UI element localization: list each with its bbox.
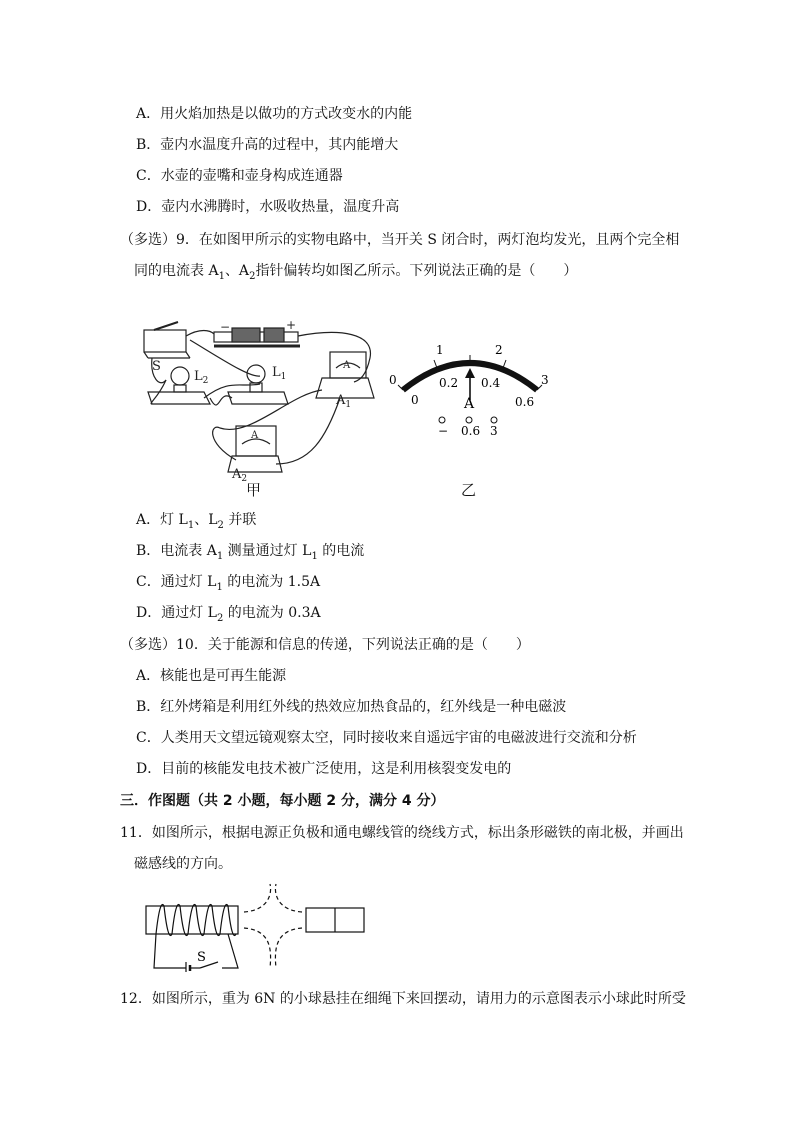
q11-stem-line1: 11．如图所示，根据电源正负极和通电螺线管的绕线方式，标出条形磁铁的南北极，并画出	[120, 825, 684, 841]
scale-bottom-04: 0.4	[481, 376, 501, 390]
dial-unit: A	[464, 396, 475, 412]
q9-stem-line2: 同的电流表 $A_1$、$A_2$指针偏转均如图乙所示。下列说法正确的是（ ）	[134, 263, 578, 282]
q12-stem-line1: 12．如图所示，重为 6N 的小球悬挂在细绳下来回摆动，请用力的示意图表示小球此时所受	[120, 991, 686, 1007]
q10-stem: （多选）10．关于能源和信息的传递，下列说法正确的是（ ）	[120, 637, 530, 653]
q8-option-a: A．用火焰加热是以做功的方式改变水的内能	[136, 106, 413, 122]
q9-option-d: D．通过灯 $L_2$ 的电流为 0.3A	[136, 605, 321, 624]
lamp-l2-label: $L_2$	[194, 369, 209, 386]
scale-top-3: 3	[541, 373, 549, 387]
q8-option-b: B．壶内水温度升高的过程中，其内能增大	[136, 137, 399, 153]
scale-top-0: 0	[389, 373, 397, 387]
switch-base	[144, 330, 186, 352]
q10-option-c: C．人类用天文望远镜观察太空，同时接收来自遥远宇宙的电磁波进行交流和分析	[136, 730, 637, 746]
q8-option-d: D．壶内水沸腾时，水吸收热量，温度升高	[136, 199, 400, 215]
scale-bottom-06: 0.6	[515, 395, 535, 409]
terminal-06: 0.6	[461, 424, 481, 438]
q9-stem-line1: （多选）9．在如图甲所示的实物电路中，当开关 S 闭合时，两灯泡均发光，且两个完全相	[120, 232, 680, 248]
q11-stem-line2: 磁感线的方向。	[134, 856, 232, 872]
lamp-l1-label: $L_1$	[272, 365, 287, 382]
ammeter-a2-label: $A_2$	[232, 467, 248, 484]
switch-lever	[154, 322, 178, 330]
q9-option-b: B．电流表 $A_1$ 测量通过灯 $L_1$ 的电流	[136, 543, 365, 562]
battery-plus: +	[286, 318, 297, 332]
caption-yi: 乙	[461, 481, 477, 499]
circuit-figure-jia	[140, 318, 385, 498]
scale-top-2: 2	[495, 343, 503, 357]
q10-option-b: B．红外烤箱是利用红外线的热效应加热食品的，红外线是一种电磁波	[136, 699, 567, 715]
lamp-l1-base	[228, 392, 288, 404]
q10-option-a: A．核能也是可再生能源	[136, 668, 287, 684]
svg-text:A: A	[251, 430, 259, 441]
lamp-l2-bulb	[171, 367, 189, 385]
svg-text:A: A	[343, 360, 351, 371]
battery-minus: −	[220, 320, 231, 334]
q8-option-c: C．水壶的壶嘴和壶身构成连通器	[136, 168, 343, 184]
ammeter-a1-label: $A_1$	[336, 393, 352, 410]
terminal-3: 3	[490, 424, 498, 438]
section-heading: 三．作图题（共 2 小题，每小题 2 分，满分 4 分）	[120, 793, 445, 809]
ammeter-dial-yi	[385, 338, 555, 443]
solenoid-figure	[140, 882, 370, 972]
solenoid-coil	[156, 905, 236, 936]
switch-label: S	[152, 359, 161, 374]
lamp-l2-base	[148, 392, 210, 404]
q9-option-a: A．灯 $L_1$、$L_2$ 并联	[136, 512, 257, 531]
field-lines	[244, 884, 302, 968]
q10-option-d: D．目前的核能发电技术被广泛使用，这是利用核裂变发电的	[136, 761, 512, 777]
circuit-wire-left	[154, 934, 186, 968]
scale-bottom-0: 0	[411, 393, 419, 407]
switch-s-label: S	[197, 950, 206, 965]
scale-top-1: 1	[436, 343, 444, 357]
q9-option-c: C．通过灯 $L_1$ 的电流为 1.5A	[136, 574, 321, 593]
caption-jia: 甲	[246, 481, 262, 499]
scale-bottom-02: 0.2	[439, 376, 459, 390]
terminal-minus: −	[438, 424, 449, 438]
